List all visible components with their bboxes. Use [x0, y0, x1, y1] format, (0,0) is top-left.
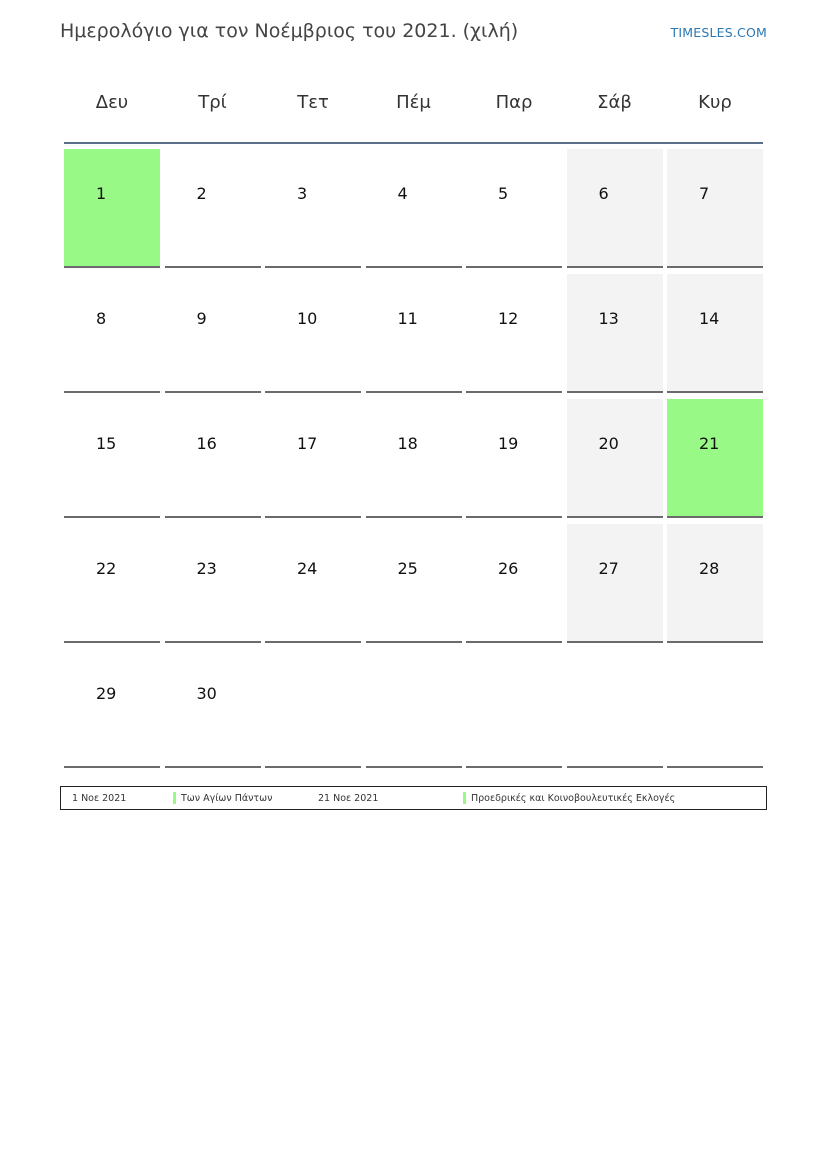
day-number: 24 — [297, 559, 318, 578]
weekday-header-rule — [64, 142, 763, 144]
day-cell[interactable] — [466, 399, 562, 518]
day-cell[interactable] — [667, 149, 763, 268]
day-number: 19 — [498, 434, 519, 453]
day-number: 1 — [96, 184, 107, 203]
legend-marker-2 — [463, 792, 466, 804]
legend-name-2: Προεδρικές και Κοινοβουλευτικές Εκλογές — [471, 793, 676, 804]
day-cell[interactable] — [165, 149, 261, 268]
day-number: 3 — [297, 184, 308, 203]
day-cell[interactable] — [567, 274, 663, 393]
day-number: 20 — [598, 434, 619, 453]
page-title: Ημερολόγιο για τον Νοέμβριος του 2021. (χιλή) — [60, 20, 519, 42]
day-number: 26 — [498, 559, 519, 578]
day-number: 23 — [196, 559, 217, 578]
weekday-header: Δευ — [95, 92, 129, 113]
empty-day-cell — [567, 649, 663, 768]
empty-day-cell — [667, 649, 763, 768]
day-number: 25 — [397, 559, 418, 578]
day-number: 21 — [699, 434, 720, 453]
holiday-legend — [60, 786, 767, 810]
weekday-header: Πέμ — [396, 92, 431, 113]
day-number: 30 — [196, 684, 217, 703]
day-cell[interactable] — [366, 149, 462, 268]
day-number: 27 — [598, 559, 619, 578]
day-number: 4 — [397, 184, 408, 203]
day-cell[interactable] — [466, 149, 562, 268]
day-cell[interactable] — [64, 649, 160, 768]
day-cell[interactable] — [667, 399, 763, 518]
day-number: 13 — [598, 309, 619, 328]
day-cell[interactable] — [265, 399, 361, 518]
weekday-header: Παρ — [495, 92, 533, 113]
day-cell[interactable] — [366, 399, 462, 518]
empty-day-cell — [265, 649, 361, 768]
day-cell[interactable] — [265, 149, 361, 268]
legend-date-1: 1 Νοε 2021 — [72, 793, 127, 804]
day-number: 6 — [598, 184, 609, 203]
weekday-header: Κυρ — [698, 92, 732, 113]
day-number: 10 — [297, 309, 318, 328]
day-number: 15 — [96, 434, 117, 453]
day-number: 22 — [96, 559, 117, 578]
day-number: 17 — [297, 434, 318, 453]
weekday-header: Τρί — [198, 92, 227, 113]
day-number: 29 — [96, 684, 117, 703]
site-brand-link[interactable]: TIMESLES.COM — [670, 25, 767, 40]
legend-name-1: Των Αγίων Πάντων — [181, 793, 273, 804]
day-cell[interactable] — [64, 524, 160, 643]
day-number: 7 — [699, 184, 710, 203]
day-cell[interactable] — [466, 274, 562, 393]
day-number: 14 — [699, 309, 720, 328]
day-cell[interactable] — [466, 524, 562, 643]
day-cell[interactable] — [366, 524, 462, 643]
day-number: 18 — [397, 434, 418, 453]
day-cell[interactable] — [165, 274, 261, 393]
day-number: 2 — [196, 184, 207, 203]
day-number: 8 — [96, 309, 107, 328]
day-cell[interactable] — [64, 399, 160, 518]
day-cell[interactable] — [567, 399, 663, 518]
day-number: 16 — [196, 434, 217, 453]
day-number: 9 — [196, 309, 207, 328]
day-cell[interactable] — [366, 274, 462, 393]
legend-date-2: 21 Νοε 2021 — [318, 793, 379, 804]
empty-day-cell — [366, 649, 462, 768]
day-cell[interactable] — [265, 524, 361, 643]
day-cell[interactable] — [265, 274, 361, 393]
empty-day-cell — [466, 649, 562, 768]
day-number: 12 — [498, 309, 519, 328]
day-cell[interactable] — [165, 399, 261, 518]
day-cell[interactable] — [667, 274, 763, 393]
day-cell[interactable] — [567, 149, 663, 268]
weekday-header: Σάβ — [597, 92, 632, 113]
day-number: 5 — [498, 184, 509, 203]
day-cell[interactable] — [64, 149, 160, 268]
day-cell[interactable] — [165, 524, 261, 643]
weekday-header: Τετ — [297, 92, 329, 113]
day-cell[interactable] — [165, 649, 261, 768]
day-cell[interactable] — [667, 524, 763, 643]
day-cell[interactable] — [64, 274, 160, 393]
legend-marker-1 — [173, 792, 176, 804]
day-number: 11 — [397, 309, 418, 328]
day-cell[interactable] — [567, 524, 663, 643]
day-number: 28 — [699, 559, 720, 578]
